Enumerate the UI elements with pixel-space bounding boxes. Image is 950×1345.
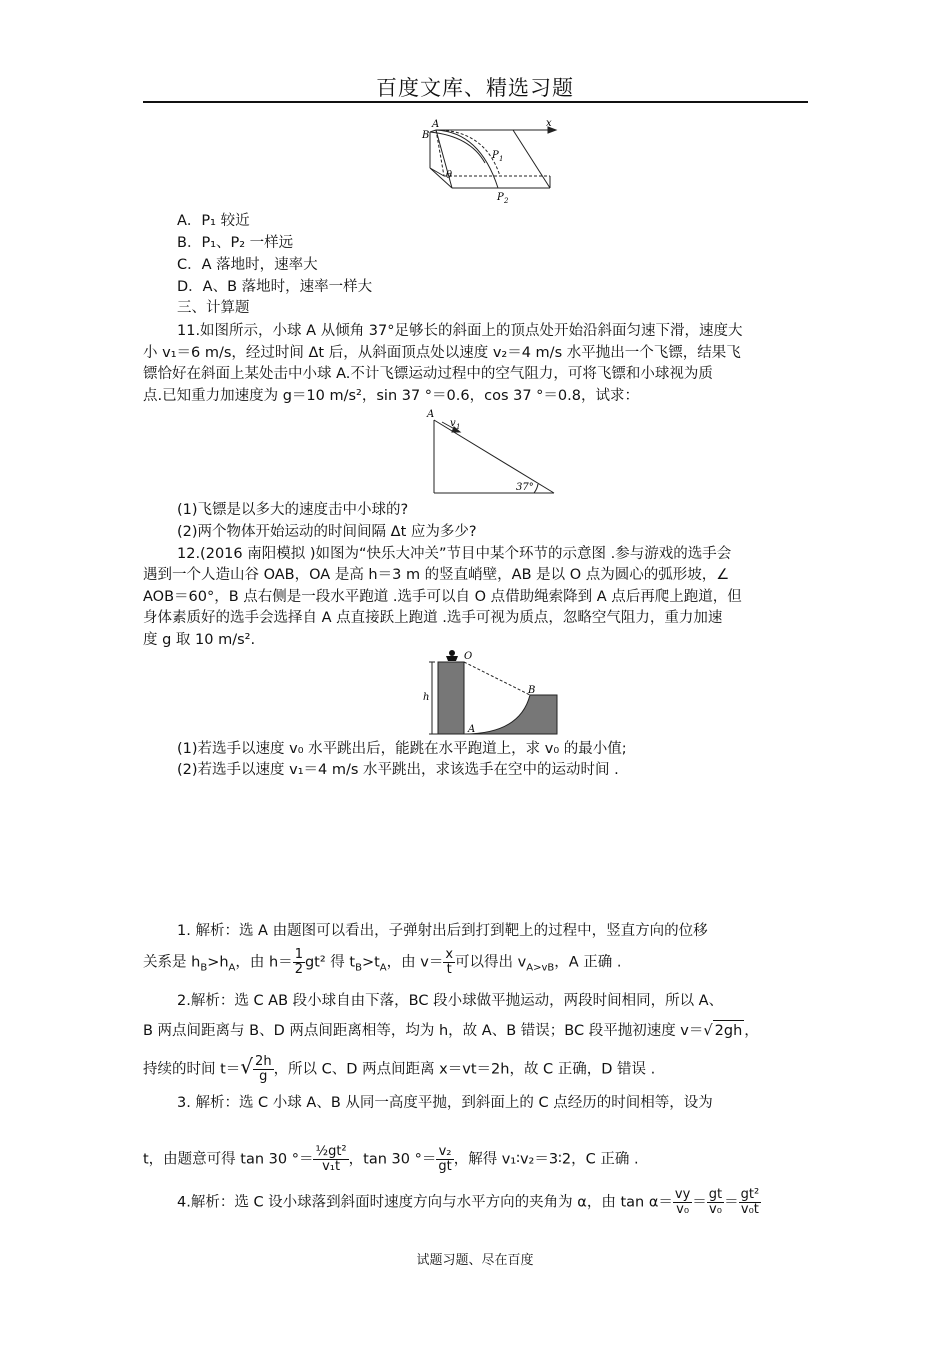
q11-line-3: 镖恰好在斜面上某处击中小球 A.不计飞镖运动过程中的空气阻力，可将飞镖和小球视为质: [143, 366, 713, 382]
answer-2-line-1: 2.解析：选 C AB 段小球自由下落，BC 段小球做平抛运动，两段时间相同，所以 A、: [177, 993, 724, 1009]
answer-4-fraction-2: $\frac{gt}{\text{v₀}}$: [708, 1187, 723, 1217]
option-a: A．P₁ 较近: [177, 213, 250, 229]
fig1-label-b: B: [422, 130, 430, 141]
section-title: 三、计算题: [177, 300, 250, 316]
q11-line-4: 点.已知重力加速度为 g＝10 m/s²，sin 37 °＝0.6，cos 37 °＝0.8，试求：: [143, 388, 639, 404]
q12-line-2: 遇到一个人造山谷 OAB，OA 是高 h＝3 m 的竖直峭壁，AB 是以 O 点为圆心的弧形坡，∠: [143, 567, 730, 583]
page-footer: 试题习题、尽在百度: [416, 1253, 534, 1268]
fig3-label-o: O: [464, 651, 473, 662]
answer-2-line-2: B 两点间距离与 B、D 两点间距离相等，均为 h，故 A、B 错误；BC 段平抛初速度 v＝√ 2gh ，: [143, 1020, 759, 1041]
q12-line-4: 身体素质好的选手会选择自 A 点直接跃上跑道 .选手可视为质点，忽略空气阻力，重力加速: [143, 610, 723, 626]
answer-3-line-1: 3. 解析：选 C 小球 A、B 从同一高度平抛，到斜面上的 C 点经历的时间相等，设为: [177, 1095, 713, 1111]
fig3-label-a: A: [468, 724, 476, 735]
fig2-label-v-sub: 1: [456, 423, 461, 431]
answer-1-line-2: 关系是 $h_B>h_A$，由 h＝ $\frac{1}{2}$ gt² 得 $t_B>t_A$，由 v＝ $\frac{x}{t}$ 可以得出 $v_{A>vB}$，A 正确 .: [143, 947, 622, 977]
option-d: D．A、B 落地时，速率一样大: [177, 279, 373, 295]
q12-line-1: 12.(2016 南阳模拟 )如图为“快乐大冲关”节目中某个环节的示意图 .参与游戏的选手会: [177, 546, 732, 562]
fig1-label-theta: θ: [446, 170, 453, 181]
player-icon: [446, 650, 458, 661]
fig2-label-angle: 37°: [516, 482, 534, 493]
q12-line-5: 度 g 取 10 m/s².: [143, 632, 256, 648]
fig2-label-a: A: [427, 409, 435, 420]
answer-2-fraction-2hg: $\frac{2h}{g}$: [255, 1054, 272, 1084]
figure-valley: [420, 648, 560, 736]
q11-line-2: 小 v₁＝6 m/s，经过时间 Δt 后，从斜面顶点处以速度 v₂＝4 m/s 水平抛出一个飞镖，结果飞: [143, 345, 741, 361]
fig1-label-p1: P: [492, 150, 499, 161]
q12-sub-1: (1)若选手以速度 v₀ 水平跳出后，能跳在水平跑道上，求 v₀ 的最小值;: [177, 741, 627, 757]
option-c: C．A 落地时，速率大: [177, 257, 318, 273]
fig2-label-v: v: [450, 418, 456, 429]
q12-line-3: AOB＝60°，B 点右侧是一段水平跑道 .选手可以自 O 点借助绳索降到 A 点后再爬上跑道，但: [143, 589, 742, 605]
fig1-label-a: A: [432, 119, 440, 130]
fig3-label-b: B: [528, 685, 536, 696]
answer-1-fraction-xt: $\frac{x}{t}$: [445, 947, 454, 977]
answer-3-fraction-2: $\frac{\text{v₂}}{gt}$: [438, 1144, 452, 1174]
answer-1-fraction-half: $\frac{1}{2}$: [294, 947, 303, 977]
option-b: B．P₁、P₂ 一样远: [177, 235, 294, 251]
q11-line-1: 11.如图所示，小球 A 从倾角 37°足够长的斜面上的顶点处开始沿斜面匀速下滑，速度大: [177, 323, 743, 339]
answer-2-sqrt: 2gh: [713, 1020, 745, 1041]
answer-2-line-3: 持续的时间 t＝√ $\frac{2h}{g}$ ，所以 C、D 两点间距离 x＝vt＝2h，故 C 正确，D 错误 .: [143, 1054, 656, 1084]
q11-sub-2: (2)两个物体开始运动的时间间隔 Δt 应为多少?: [177, 524, 477, 540]
q11-sub-1: (1)飞镖是以多大的速度击中小球的?: [177, 502, 409, 518]
q12-sub-2: (2)若选手以速度 v₁＝4 m/s 水平跳出，求该选手在空中的运动时间 .: [177, 762, 619, 778]
figure-projectile-box: [420, 116, 560, 208]
answer-4-fraction-1: $\frac{vy}{\text{v₀}}$: [674, 1187, 691, 1217]
fig3-label-h: h: [423, 692, 430, 703]
answer-4-fraction-3: $\frac{\text{gt²}}{\text{v₀t}}$: [740, 1187, 760, 1217]
figure-incline: [422, 408, 562, 498]
fig1-label-p2-sub: 2: [504, 197, 509, 205]
page-header-title: 百度文库、精选习题: [376, 76, 574, 100]
header-rule: [143, 101, 808, 103]
answer-1-line-1: 1. 解析：选 A 由题图可以看出，子弹射出后到打到靶上的过程中，竖直方向的位移: [177, 923, 708, 939]
answer-4-line-1: 4.解析：选 C 设小球落到斜面时速度方向与水平方向的夹角为 α，由 tan α＝ $\frac{vy}{\text{v₀}}$ ＝ $\frac{gt}{\text{v₀}}$ ＝ $\frac{\text{gt²}}{\text{v₀t}}$: [177, 1187, 760, 1217]
answer-3-fraction-1: $\frac{\text{½gt²}}{\text{v₁t}}$: [315, 1144, 347, 1174]
answer-3-line-2: t，由题意可得 tan 30 °＝ $\frac{\text{½gt²}}{\text{v₁t}}$ ，tan 30 °＝ $\frac{\text{v₂}}{gt}$ ，解得 v₁∶v₂＝3∶2，C 正确 .: [143, 1144, 639, 1174]
fig1-label-p1-sub: 1: [499, 155, 504, 163]
fig1-label-x: x: [546, 118, 552, 129]
fig1-label-p2: P: [497, 192, 504, 203]
